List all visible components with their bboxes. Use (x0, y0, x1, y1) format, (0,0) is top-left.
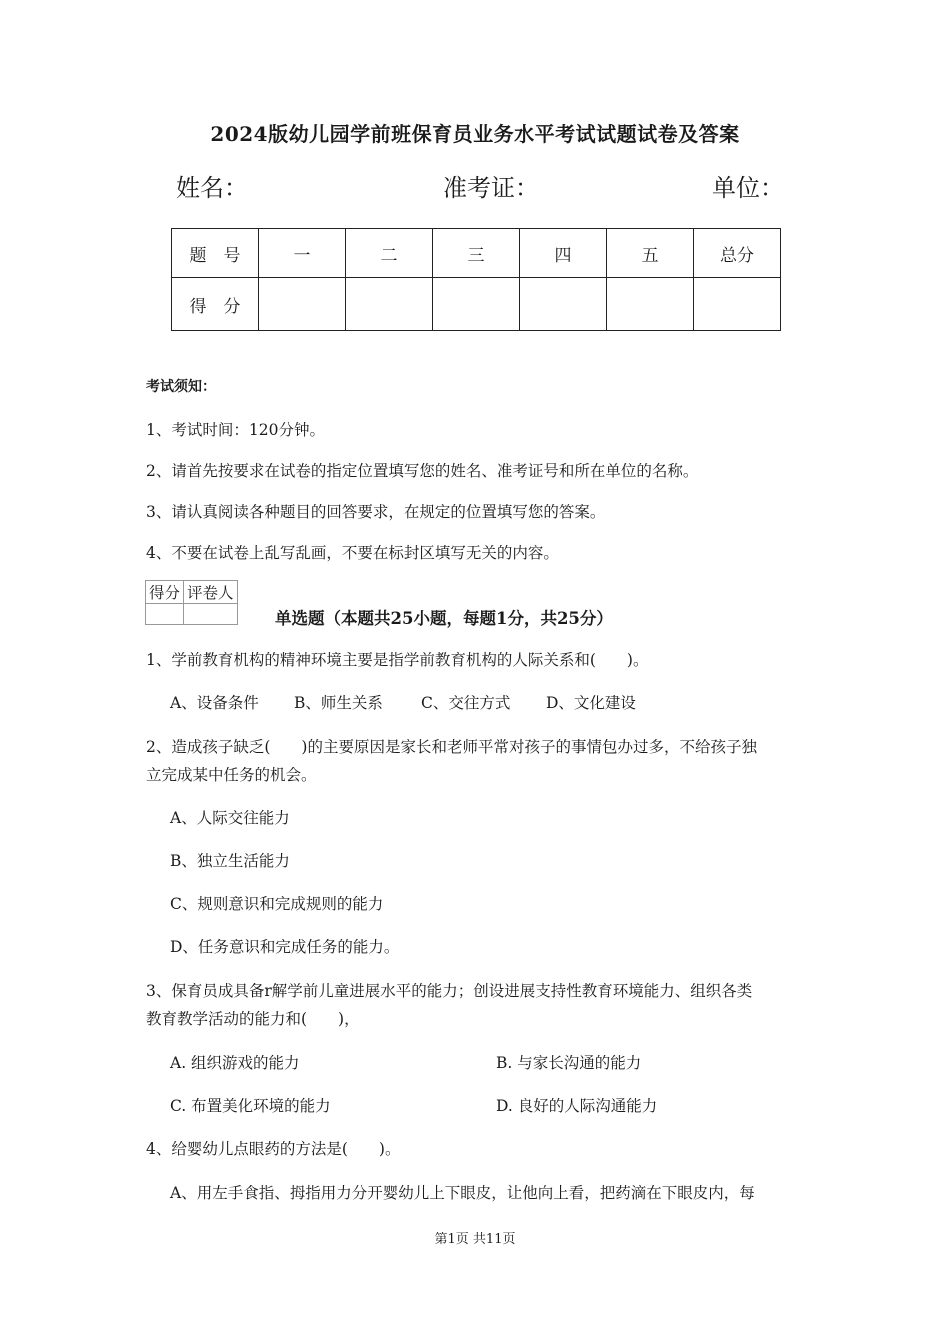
score-table-header-row (172, 229, 781, 278)
section-title: 单选题（本题共25小题，每题1分，共25分） (275, 609, 613, 628)
notice-item: 3、请认真阅读各种题目的回答要求，在规定的位置填写您的答案。 (146, 503, 606, 521)
score-cell (607, 278, 694, 331)
question-1-option-b: B、师生关系 (294, 694, 383, 712)
score-cell (259, 278, 346, 331)
score-header-cell: 总分 (694, 229, 781, 278)
question-3-option-c: C. 布置美化环境的能力 (170, 1097, 331, 1115)
name-field-label: 姓名： (176, 174, 248, 202)
notice-item: 1、考试时间：120分钟。 (146, 421, 325, 439)
question-1-stem: 1、学前教育机构的精神环境主要是指学前教育机构的人际关系和( )。 (146, 651, 649, 669)
score-table (171, 228, 781, 331)
notice-item: 4、不要在试卷上乱写乱画，不要在标封区填写无关的内容。 (146, 544, 559, 562)
question-1-option-d: D、文化建设 (546, 694, 636, 712)
grader-score-label: 得分 (146, 581, 184, 604)
score-cell (694, 278, 781, 331)
score-header-cell: 一 (259, 229, 346, 278)
question-3-option-a: A. 组织游戏的能力 (170, 1054, 300, 1072)
page-title: 2024版幼儿园学前班保育员业务水平考试试题试卷及答案 (210, 122, 740, 146)
exam-id-field-label: 准考证： (443, 174, 539, 202)
grader-score-cell (146, 604, 184, 625)
question-3-stem-line-2: 教育教学活动的能力和( )， (146, 1010, 360, 1028)
question-1-option-c: C、交往方式 (421, 694, 511, 712)
notice-heading: 考试须知： (146, 379, 216, 395)
question-2-option-a: A、人际交往能力 (170, 809, 290, 827)
score-cell (520, 278, 607, 331)
question-3-option-d: D. 良好的人际沟通能力 (496, 1097, 658, 1115)
score-header-cell: 二 (346, 229, 433, 278)
question-1-option-a: A、设备条件 (170, 694, 259, 712)
score-cell (433, 278, 520, 331)
score-header-cell: 三 (433, 229, 520, 278)
question-2-option-d: D、任务意识和完成任务的能力。 (170, 938, 400, 956)
question-2-option-b: B、独立生活能力 (170, 852, 290, 870)
grader-box (145, 580, 238, 625)
score-row-label: 得 分 (172, 278, 259, 331)
notice-item: 2、请首先按要求在试卷的指定位置填写您的姓名、准考证号和所在单位的名称。 (146, 462, 699, 480)
page-footer: 第1页 共11页 (434, 1232, 516, 1247)
score-header-cell: 五 (607, 229, 694, 278)
question-2-stem-line-2: 立完成某中任务的机会。 (146, 766, 317, 784)
score-table-score-row (172, 278, 781, 331)
score-header-cell: 四 (520, 229, 607, 278)
question-4-option-a: A、用左手食指、拇指用力分开婴幼儿上下眼皮，让他向上看，把药滴在下眼皮内，每 (170, 1184, 755, 1202)
question-4-stem: 4、给婴幼儿点眼药的方法是( )。 (146, 1140, 401, 1158)
score-cell (346, 278, 433, 331)
unit-field-label: 单位： (712, 174, 784, 202)
question-2-stem-line-1: 2、造成孩子缺乏( )的主要原因是家长和老师平常对孩子的事情包办过多，不给孩子独 (146, 738, 757, 756)
grader-name-cell (184, 604, 238, 625)
grader-name-label: 评卷人 (184, 581, 238, 604)
question-3-option-b: B. 与家长沟通的能力 (496, 1054, 642, 1072)
score-header-cell: 题 号 (172, 229, 259, 278)
question-2-option-c: C、规则意识和完成规则的能力 (170, 895, 384, 913)
question-3-stem-line-1: 3、保育员成具备r解学前儿童进展水平的能力；创设进展支持性教育环境能力、组织各类 (146, 982, 753, 1000)
